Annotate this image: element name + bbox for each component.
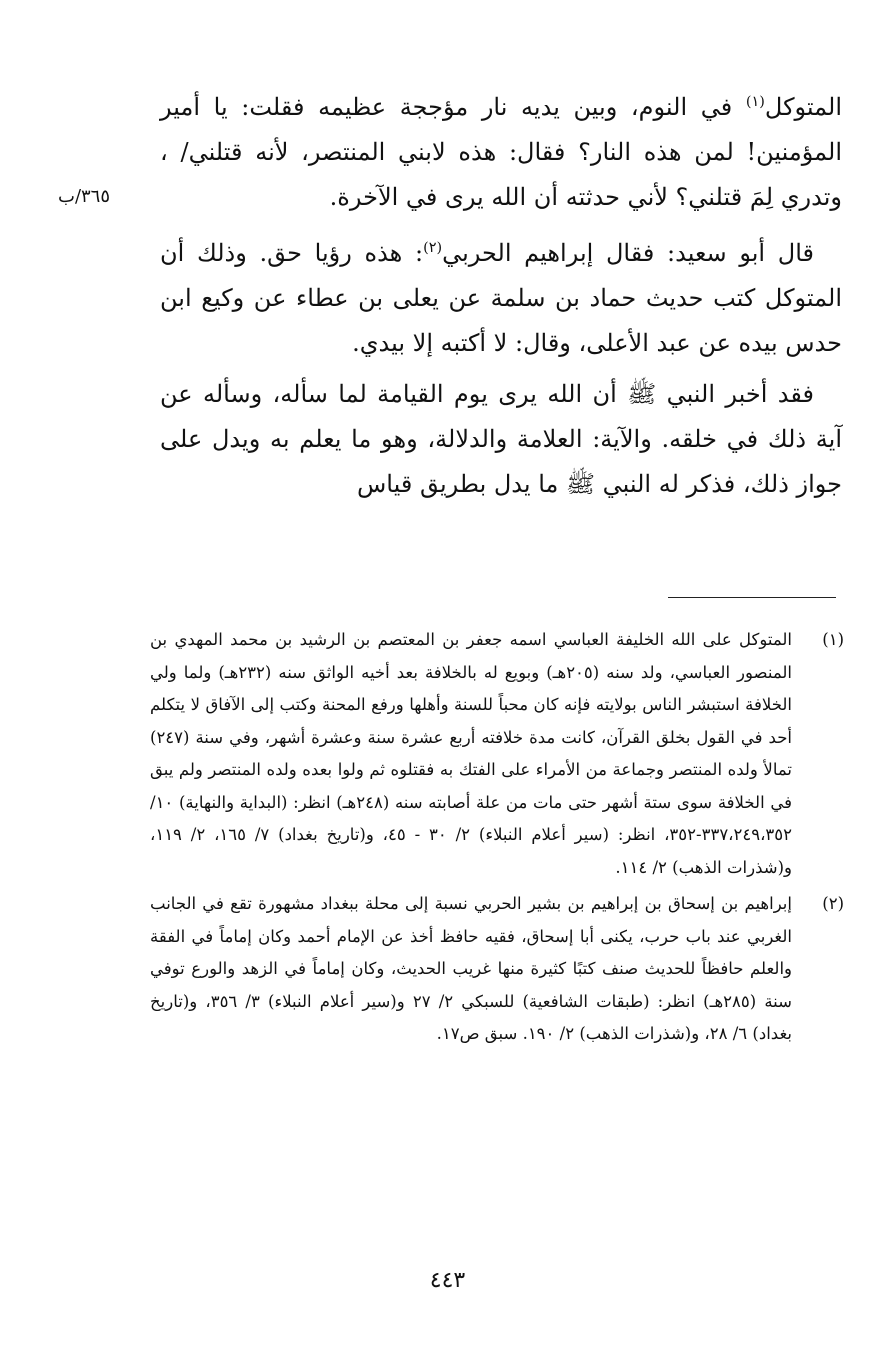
footnote-number: (٢) [822,894,844,913]
page-number: ٤٤٣ [429,1268,466,1293]
footnote-text: إبراهيم بن إسحاق بن إبراهيم بن بشير الحربي نسبة إلى محلة ببغداد مشهورة تقع في الجانب الغربي عند باب حرب، يكنى أبا إسحاق، فقيه حافظ أخذ عن الإمام أحمد وكان إماماً في الفقة والعلم حافظاً للحديث صنف كتبًا كثيرة منها غريب الحديث، وكان إماماً في الزهد والورع توفي سنة (٢٨٥هـ) انظر: (طبقات الشافعية) للسبكي ٢/ ٢٧ و(سير أعلام النبلاء) ٣/ ٣٥٦، و(تاريخ بغداد) ٦/ ٢٨، و(شذرات الذهب) ٢/ ١٩٠. سبق ص١٧. [150,894,792,1043]
paragraph-2 [160,226,842,366]
footnote-1 [150,624,844,884]
paragraph-1-rest: في النوم، وبين يديه نار مؤججة عظيمه فقلت: يا أمير المؤمنين! لمن هذه النار؟ فقال: هذه لابني المنتصر، لأنه قتلني/ ، وتدري لِمَ قتلني؟ لأني حدثته أن الله يرى في الآخرة. [160,93,842,211]
footnote-number: (١) [822,630,844,649]
footnote-ref-2: (٢) [423,240,443,256]
footnote-ref-1: (١) [745,94,765,110]
paragraph-3: فقد أخبر النبي ﷺ أن الله يرى يوم القيامة لما سأله، وسأله عن آية ذلك في خلقه. والآية: العلامة والدلالة، وهو ما يعلم به ويدل على جواز ذلك، فذكر له النبي ﷺ ما يدل بطريق قياس [160,380,842,498]
footnote-text: المتوكل على الله الخليفة العباسي اسمه جعفر بن المعتصم بن الرشيد بن محمد المهدي بن المنصور العباسي، ولد سنه (٢٠٥هـ) وبويع له بالخلافة بعد أخيه الواثق سنه (٢٣٢هـ) ولما ولي الخلافة استبشر الناس بولايته فإنه كان محباً للسنة وأهلها ورفع المحنة وكتب إلى الآفاق لا يتكلم أحد في القول بخلق القرآن، كانت مدة خلافته أربع عشرة سنة وعشرة أشهر، وفي سنة (٢٤٧) تمالأ ولده المنتصر وجماعة من الأمراء على الفتك به فقتلوه ثم ولوا بعده ولده المنتصر ولم يبق في الخلافة سوى ستة أشهر حتى مات من علة أصابته سنه (٢٤٨هـ) انظر: (البداية والنهاية) ١٠/ ٣٣٧،٢٤٩،٣٥٢-٣٥٢، انظر: (سير أعلام النبلاء) ٢/ ٣٠ - ٤٥، و(تاريخ بغداد) ٧/ ١٦٥، ٢/ ١١٩، و(شذرات الذهب) ٢/ ١١٤. [150,630,793,877]
main-text [160,80,842,513]
paragraph-1 [160,80,842,220]
manuscript-folio-marker: ٣٦٥/ب [58,186,111,207]
paragraph-2-start: قال أبو سعيد: فقال إبراهيم الحربي [442,239,814,267]
paragraph-2-rest: : هذه رؤيا حق. وذلك أن المتوكل كتب حديث حماد بن سلمة عن يعلى بن عطاء عن وكيع ابن حدس بيده عن عبد الأعلى، وقال: لا أكتبه إلا بيدي. [160,239,842,357]
footnote-separator [668,597,836,598]
paragraph-1-start: المتوكل [764,93,842,121]
footnote-2 [150,888,844,1051]
footnotes [150,624,844,1055]
